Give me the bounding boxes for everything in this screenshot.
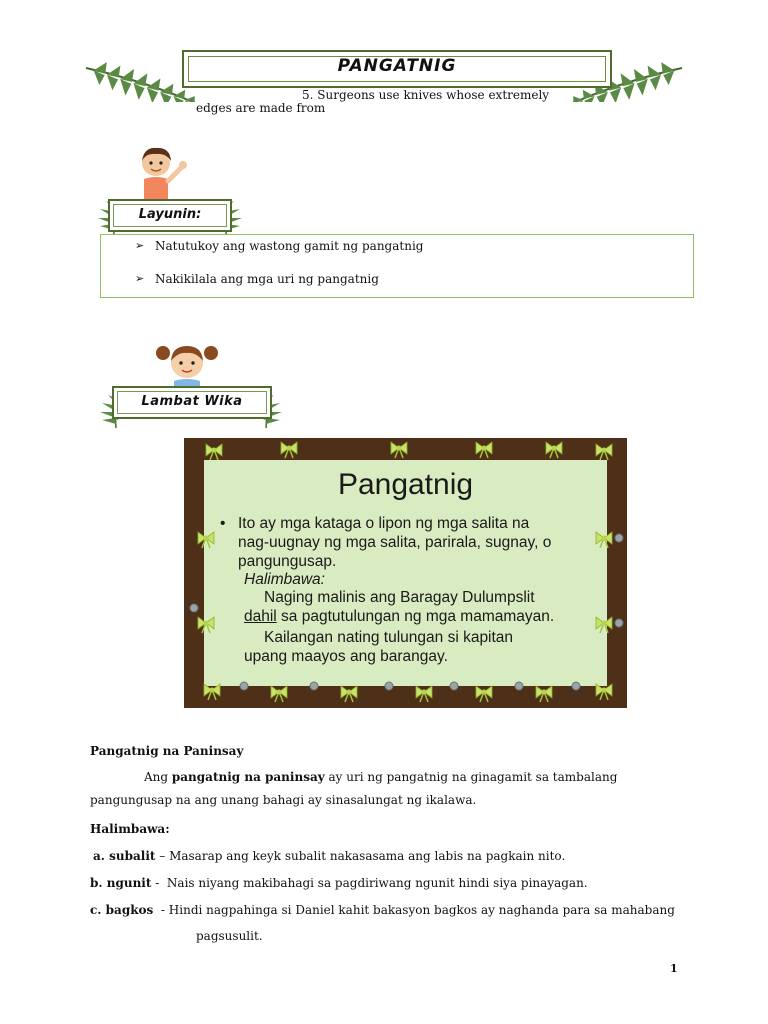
list-item: b. ngunit - Nais niyang makibahagi sa pagdiriwang ngunit hindi siya pinayagan. — [90, 876, 588, 890]
board-definition: Ito ay mga kataga o lipon ng mga salita na nag-uugnay ng mga salita, parirala, sugnay, o pangungusap. — [238, 515, 552, 570]
pangatnig-board — [184, 438, 627, 708]
board-example-2: Kailangan nating tulungan si kapitan upang maayos ang barangay. — [244, 629, 514, 665]
examples-heading: Halimbawa: — [90, 822, 170, 836]
boy-waving-icon — [132, 145, 194, 203]
board-bullet: • — [220, 515, 226, 532]
list-item: a. subalit – Masarap ang keyk subalit nakasasama ang labis na pagkain nito. — [93, 849, 566, 863]
intro-paragraph-line2: pangungusap na ang unang bahagi ay sinasalungat ng ikalawa. — [90, 793, 477, 807]
arrow-bullet-icon: ➢ — [135, 239, 145, 252]
board-example-1: Naging malinis ang Baragay Dulumpslit dahil sa pagtutulungan ng mga mamamayan. — [244, 589, 555, 625]
objectives-box — [100, 234, 694, 298]
list-item: ➢ Nakikilala ang mga uri ng pangatnig — [135, 272, 379, 286]
section-heading: Pangatnig na Paninsay — [90, 744, 244, 758]
title-banner — [182, 50, 612, 88]
list-item-continuation: pagsusulit. — [196, 929, 263, 943]
ribbon-bow-icon — [184, 438, 627, 708]
lambat-wika-label: Lambat Wika — [112, 386, 272, 419]
board-example-label: Halimbawa: — [244, 571, 325, 588]
arrow-bullet-icon: ➢ — [135, 272, 145, 285]
board-title: Pangatnig — [337, 468, 474, 501]
layunin-label: Layunin: — [108, 199, 232, 232]
list-item: c. bagkos - Hindi nagpahinga si Daniel kahit bakasyon bagkos ay naghanda para sa mahabang — [90, 903, 675, 917]
page-title: PANGATNIG — [337, 56, 457, 76]
list-item: ➢ Natutukoy ang wastong gamit ng pangatnig — [135, 239, 424, 253]
girl-pigtails-icon — [154, 341, 220, 391]
intro-paragraph: Ang pangatnig na paninsay ay uri ng pangatnig na ginagamit sa tambalang — [144, 770, 618, 784]
page-number: 1 — [670, 962, 678, 975]
stray-text: edges are made from — [196, 101, 326, 115]
stray-text: 5. Surgeons use knives whose extremely — [302, 88, 550, 102]
